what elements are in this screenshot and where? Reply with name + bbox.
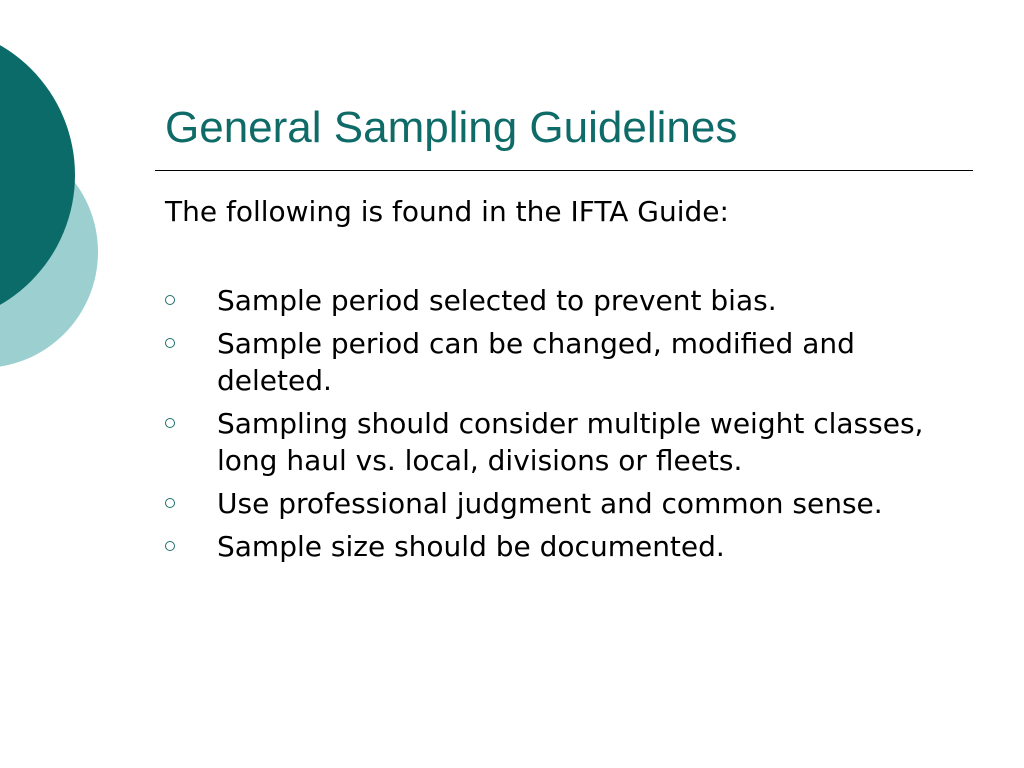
hollow-circle-icon [165,418,175,428]
bullet-text: Sampling should consider multiple weight classes, long haul vs. local, divisions or fleets. [217,407,924,477]
hollow-circle-icon [165,541,175,551]
bullet-text: Use professional judgment and common sense. [217,487,883,520]
bullet-item [165,325,955,399]
bullet-item [165,282,955,319]
intro-text: The following is found in the IFTA Guide: [165,195,729,228]
hollow-circle-icon [165,498,175,508]
decorative-circles [0,0,110,400]
bullet-item [165,405,955,479]
bullet-text: Sample period selected to prevent bias. [217,284,777,317]
bullet-list [165,282,955,571]
bullet-text: Sample size should be documented. [217,530,725,563]
hollow-circle-icon [165,295,175,305]
title-divider [155,170,973,171]
slide-title: General Sampling Guidelines [165,103,738,152]
bullet-text: Sample period can be changed, modified and deleted. [217,327,855,397]
hollow-circle-icon [165,338,175,348]
bullet-item [165,485,955,522]
bullet-item [165,528,955,565]
